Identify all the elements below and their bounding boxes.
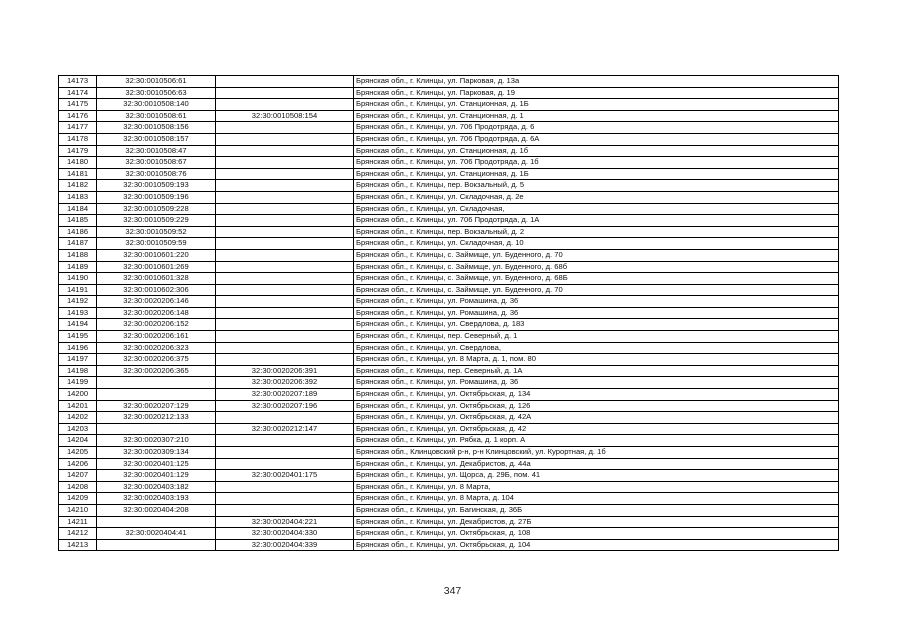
cadastral-number-cell: 32:30:0020401:125 xyxy=(97,458,216,470)
related-cadastral-number-cell xyxy=(216,331,354,343)
row-number-cell: 14210 xyxy=(59,504,97,516)
related-cadastral-number-cell xyxy=(216,168,354,180)
related-cadastral-number-cell: 32:30:0020401:175 xyxy=(216,470,354,482)
address-cell: Брянская обл., г. Клинцы, пер. Вокзальный, д. 5 xyxy=(354,180,839,192)
table-row xyxy=(59,354,839,366)
related-cadastral-number-cell xyxy=(216,226,354,238)
cadastral-number-cell xyxy=(97,377,216,389)
address-cell: Брянская обл., г. Клинцы, ул. Парковая, д. 13а xyxy=(354,76,839,88)
address-cell: Брянская обл., г. Клинцы, ул. Складочная, д. 10 xyxy=(354,238,839,250)
address-cell: Брянская обл., г. Клинцы, ул. Ромашина, д. 36 xyxy=(354,296,839,308)
address-cell: Брянская обл., г. Клинцы, ул. Щорса, д. 29Б, пом. 41 xyxy=(354,470,839,482)
related-cadastral-number-cell xyxy=(216,261,354,273)
address-cell: Брянская обл., г. Клинцы, ул. Октябрьская, д. 126 xyxy=(354,400,839,412)
address-cell: Брянская обл., г. Клинцы, ул. Октябрьская, д. 42А xyxy=(354,412,839,424)
cadastral-number-cell: 32:30:0010508:157 xyxy=(97,133,216,145)
address-cell: Брянская обл., г. Клинцы, ул. 706 Продотряда, д. 1А xyxy=(354,215,839,227)
related-cadastral-number-cell xyxy=(216,238,354,250)
related-cadastral-number-cell xyxy=(216,87,354,99)
related-cadastral-number-cell xyxy=(216,458,354,470)
cadastral-number-cell: 32:30:0010509:193 xyxy=(97,180,216,192)
row-number-cell: 14195 xyxy=(59,331,97,343)
address-cell: Брянская обл., г. Клинцы, ул. 706 Продотряда, д. 6А xyxy=(354,133,839,145)
table-row xyxy=(59,307,839,319)
row-number-cell: 14188 xyxy=(59,249,97,261)
table-row xyxy=(59,110,839,122)
cadastral-number-cell: 32:30:0010602:306 xyxy=(97,284,216,296)
address-cell: Брянская обл., Клинцовский р-н, р-н Клинцовский, ул. Курортная, д. 1б xyxy=(354,447,839,459)
related-cadastral-number-cell xyxy=(216,296,354,308)
row-number-cell: 14193 xyxy=(59,307,97,319)
table-row xyxy=(59,284,839,296)
row-number-cell: 14211 xyxy=(59,516,97,528)
row-number-cell: 14207 xyxy=(59,470,97,482)
cadastral-number-cell: 32:30:0020403:193 xyxy=(97,493,216,505)
related-cadastral-number-cell xyxy=(216,354,354,366)
address-cell: Брянская обл., г. Клинцы, ул. Складочная, xyxy=(354,203,839,215)
cadastral-number-cell: 32:30:0020206:161 xyxy=(97,331,216,343)
cadastral-number-cell: 32:30:0010601:269 xyxy=(97,261,216,273)
table-row xyxy=(59,389,839,401)
cadastral-number-cell: 32:30:0020307:210 xyxy=(97,435,216,447)
cadastral-number-cell: 32:30:0020401:129 xyxy=(97,470,216,482)
address-cell: Брянская обл., г. Клинцы, ул. Складочная, д. 2е xyxy=(354,191,839,203)
cadastral-number-cell: 32:30:0020403:182 xyxy=(97,481,216,493)
related-cadastral-number-cell xyxy=(216,191,354,203)
row-number-cell: 14196 xyxy=(59,342,97,354)
address-cell: Брянская обл., г. Клинцы, ул. Парковая, д. 19 xyxy=(354,87,839,99)
address-cell: Брянская обл., г. Клинцы, ул. 8 Марта, д. 1, пом. 80 xyxy=(354,354,839,366)
table-row xyxy=(59,516,839,528)
table-row xyxy=(59,261,839,273)
address-cell: Брянская обл., г. Клинцы, с. Займище, ул. Буденного, д. 70 xyxy=(354,284,839,296)
table-row xyxy=(59,157,839,169)
address-cell: Брянская обл., г. Клинцы, ул. Октябрьская, д. 108 xyxy=(354,528,839,540)
row-number-cell: 14183 xyxy=(59,191,97,203)
related-cadastral-number-cell xyxy=(216,481,354,493)
cadastral-number-cell: 32:30:0010508:67 xyxy=(97,157,216,169)
cadastral-number-cell: 32:30:0010509:59 xyxy=(97,238,216,250)
related-cadastral-number-cell xyxy=(216,145,354,157)
related-cadastral-number-cell xyxy=(216,284,354,296)
cadastral-number-cell: 32:30:0010508:47 xyxy=(97,145,216,157)
address-cell: Брянская обл., г. Клинцы, ул. Станционная, д. 1Б xyxy=(354,168,839,180)
row-number-cell: 14173 xyxy=(59,76,97,88)
related-cadastral-number-cell xyxy=(216,504,354,516)
row-number-cell: 14185 xyxy=(59,215,97,227)
address-cell: Брянская обл., г. Клинцы, ул. Рябка, д. 1 корп. А xyxy=(354,435,839,447)
address-cell: Брянская обл., г. Клинцы, пер. Северный, д. 1 xyxy=(354,331,839,343)
table-row xyxy=(59,400,839,412)
table-row xyxy=(59,191,839,203)
row-number-cell: 14205 xyxy=(59,447,97,459)
row-number-cell: 14191 xyxy=(59,284,97,296)
table-row xyxy=(59,365,839,377)
table-row xyxy=(59,423,839,435)
table-row xyxy=(59,412,839,424)
table-row xyxy=(59,203,839,215)
address-cell: Брянская обл., г. Клинцы, ул. 8 Марта, xyxy=(354,481,839,493)
related-cadastral-number-cell xyxy=(216,157,354,169)
row-number-cell: 14187 xyxy=(59,238,97,250)
table-row xyxy=(59,435,839,447)
row-number-cell: 14209 xyxy=(59,493,97,505)
related-cadastral-number-cell xyxy=(216,215,354,227)
row-number-cell: 14194 xyxy=(59,319,97,331)
related-cadastral-number-cell xyxy=(216,122,354,134)
address-cell: Брянская обл., г. Клинцы, ул. Свердлова, д. 183 xyxy=(354,319,839,331)
row-number-cell: 14186 xyxy=(59,226,97,238)
row-number-cell: 14200 xyxy=(59,389,97,401)
row-number-cell: 14184 xyxy=(59,203,97,215)
cadastral-number-cell: 32:30:0020404:41 xyxy=(97,528,216,540)
cadastral-number-cell: 32:30:0010509:196 xyxy=(97,191,216,203)
address-cell: Брянская обл., г. Клинцы, ул. Свердлова, xyxy=(354,342,839,354)
cadastral-number-cell: 32:30:0010508:61 xyxy=(97,110,216,122)
row-number-cell: 14181 xyxy=(59,168,97,180)
cadastral-number-cell: 32:30:0020212:133 xyxy=(97,412,216,424)
address-cell: Брянская обл., г. Клинцы, с. Займище, ул. Буденного, д. 68Б xyxy=(354,273,839,285)
table-row xyxy=(59,133,839,145)
related-cadastral-number-cell xyxy=(216,180,354,192)
cadastral-number-cell: 32:30:0020207:129 xyxy=(97,400,216,412)
registry-table-wrapper xyxy=(58,75,839,551)
table-row xyxy=(59,249,839,261)
cadastral-number-cell: 32:30:0010509:229 xyxy=(97,215,216,227)
row-number-cell: 14174 xyxy=(59,87,97,99)
cadastral-number-cell: 32:30:0010508:76 xyxy=(97,168,216,180)
cadastral-number-cell: 32:30:0010601:328 xyxy=(97,273,216,285)
table-row xyxy=(59,342,839,354)
table-row xyxy=(59,122,839,134)
row-number-cell: 14212 xyxy=(59,528,97,540)
cadastral-number-cell: 32:30:0010509:228 xyxy=(97,203,216,215)
address-cell: Брянская обл., г. Клинцы, ул. Багинская, д. 36Б xyxy=(354,504,839,516)
related-cadastral-number-cell xyxy=(216,319,354,331)
row-number-cell: 14202 xyxy=(59,412,97,424)
related-cadastral-number-cell: 32:30:0020207:189 xyxy=(216,389,354,401)
address-cell: Брянская обл., г. Клинцы, ул. 706 Продотряда, д. 1б xyxy=(354,157,839,169)
table-row xyxy=(59,528,839,540)
related-cadastral-number-cell xyxy=(216,203,354,215)
table-row xyxy=(59,87,839,99)
related-cadastral-number-cell: 32:30:0010508:154 xyxy=(216,110,354,122)
row-number-cell: 14206 xyxy=(59,458,97,470)
address-cell: Брянская обл., г. Клинцы, ул. Станционная, д. 1б xyxy=(354,145,839,157)
table-row xyxy=(59,493,839,505)
address-cell: Брянская обл., г. Клинцы, с. Займище, ул. Буденного, д. 70 xyxy=(354,249,839,261)
related-cadastral-number-cell xyxy=(216,133,354,145)
cadastral-number-cell xyxy=(97,389,216,401)
table-row xyxy=(59,226,839,238)
related-cadastral-number-cell: 32:30:0020207:196 xyxy=(216,400,354,412)
row-number-cell: 14178 xyxy=(59,133,97,145)
row-number-cell: 14192 xyxy=(59,296,97,308)
address-cell: Брянская обл., г. Клинцы, с. Займище, ул. Буденного, д. 68б xyxy=(354,261,839,273)
address-cell: Брянская обл., г. Клинцы, ул. Октябрьская, д. 42 xyxy=(354,423,839,435)
address-cell: Брянская обл., г. Клинцы, ул. Октябрьская, д. 134 xyxy=(354,389,839,401)
table-row xyxy=(59,99,839,111)
cadastral-number-cell: 32:30:0010506:63 xyxy=(97,87,216,99)
related-cadastral-number-cell xyxy=(216,412,354,424)
row-number-cell: 14189 xyxy=(59,261,97,273)
row-number-cell: 14176 xyxy=(59,110,97,122)
address-cell: Брянская обл., г. Клинцы, пер. Северный, д. 1А xyxy=(354,365,839,377)
cadastral-number-cell: 32:30:0020404:208 xyxy=(97,504,216,516)
table-row xyxy=(59,76,839,88)
table-row xyxy=(59,273,839,285)
table-row xyxy=(59,470,839,482)
cadastral-number-cell xyxy=(97,423,216,435)
cadastral-number-cell: 32:30:0020206:146 xyxy=(97,296,216,308)
table-row xyxy=(59,331,839,343)
row-number-cell: 14201 xyxy=(59,400,97,412)
cadastral-number-cell: 32:30:0010509:52 xyxy=(97,226,216,238)
related-cadastral-number-cell: 32:30:0020404:330 xyxy=(216,528,354,540)
cadastral-number-cell: 32:30:0010508:140 xyxy=(97,99,216,111)
address-cell: Брянская обл., г. Клинцы, ул. Декабристов, д. 44а xyxy=(354,458,839,470)
related-cadastral-number-cell xyxy=(216,447,354,459)
cadastral-number-cell: 32:30:0020206:152 xyxy=(97,319,216,331)
table-row xyxy=(59,539,839,551)
related-cadastral-number-cell xyxy=(216,493,354,505)
related-cadastral-number-cell: 32:30:0020404:221 xyxy=(216,516,354,528)
related-cadastral-number-cell: 32:30:0020404:339 xyxy=(216,539,354,551)
row-number-cell: 14198 xyxy=(59,365,97,377)
cadastral-number-cell xyxy=(97,539,216,551)
row-number-cell: 14199 xyxy=(59,377,97,389)
row-number-cell: 14204 xyxy=(59,435,97,447)
cadastral-number-cell: 32:30:0010508:156 xyxy=(97,122,216,134)
address-cell: Брянская обл., г. Клинцы, ул. Октябрьская, д. 104 xyxy=(354,539,839,551)
related-cadastral-number-cell xyxy=(216,435,354,447)
related-cadastral-number-cell xyxy=(216,99,354,111)
cadastral-number-cell: 32:30:0020206:323 xyxy=(97,342,216,354)
cadastral-number-cell: 32:30:0020206:148 xyxy=(97,307,216,319)
table-row xyxy=(59,145,839,157)
row-number-cell: 14197 xyxy=(59,354,97,366)
registry-table xyxy=(58,75,839,551)
address-cell: Брянская обл., г. Клинцы, пер. Вокзальный, д. 2 xyxy=(354,226,839,238)
related-cadastral-number-cell: 32:30:0020206:391 xyxy=(216,365,354,377)
related-cadastral-number-cell xyxy=(216,273,354,285)
address-cell: Брянская обл., г. Клинцы, ул. Декабристов, д. 27Б xyxy=(354,516,839,528)
address-cell: Брянская обл., г. Клинцы, ул. 8 Марта, д. 104 xyxy=(354,493,839,505)
row-number-cell: 14182 xyxy=(59,180,97,192)
related-cadastral-number-cell xyxy=(216,76,354,88)
row-number-cell: 14213 xyxy=(59,539,97,551)
row-number-cell: 14190 xyxy=(59,273,97,285)
table-row xyxy=(59,296,839,308)
table-row xyxy=(59,238,839,250)
row-number-cell: 14208 xyxy=(59,481,97,493)
address-cell: Брянская обл., г. Клинцы, ул. 706 Продотряда, д. 6 xyxy=(354,122,839,134)
table-row xyxy=(59,504,839,516)
cadastral-number-cell xyxy=(97,516,216,528)
row-number-cell: 14175 xyxy=(59,99,97,111)
row-number-cell: 14179 xyxy=(59,145,97,157)
address-cell: Брянская обл., г. Клинцы, ул. Станционная, д. 1Б xyxy=(354,99,839,111)
registry-table-body xyxy=(59,76,839,551)
address-cell: Брянская обл., г. Клинцы, ул. Станционная, д. 1 xyxy=(354,110,839,122)
cadastral-number-cell: 32:30:0020206:365 xyxy=(97,365,216,377)
row-number-cell: 14203 xyxy=(59,423,97,435)
address-cell: Брянская обл., г. Клинцы, ул. Ромашина, д. 36 xyxy=(354,377,839,389)
table-row xyxy=(59,481,839,493)
cadastral-number-cell: 32:30:0010506:61 xyxy=(97,76,216,88)
related-cadastral-number-cell xyxy=(216,307,354,319)
table-row xyxy=(59,377,839,389)
table-row xyxy=(59,215,839,227)
table-row xyxy=(59,319,839,331)
cadastral-number-cell: 32:30:0010601:220 xyxy=(97,249,216,261)
related-cadastral-number-cell: 32:30:0020206:392 xyxy=(216,377,354,389)
table-row xyxy=(59,180,839,192)
table-row xyxy=(59,447,839,459)
row-number-cell: 14177 xyxy=(59,122,97,134)
table-row xyxy=(59,168,839,180)
page-number: 347 xyxy=(443,585,462,597)
row-number-cell: 14180 xyxy=(59,157,97,169)
related-cadastral-number-cell: 32:30:0020212:147 xyxy=(216,423,354,435)
cadastral-number-cell: 32:30:0020309:134 xyxy=(97,447,216,459)
related-cadastral-number-cell xyxy=(216,249,354,261)
cadastral-number-cell: 32:30:0020206:375 xyxy=(97,354,216,366)
related-cadastral-number-cell xyxy=(216,342,354,354)
table-row xyxy=(59,458,839,470)
address-cell: Брянская обл., г. Клинцы, ул. Ромашина, д. 36 xyxy=(354,307,839,319)
